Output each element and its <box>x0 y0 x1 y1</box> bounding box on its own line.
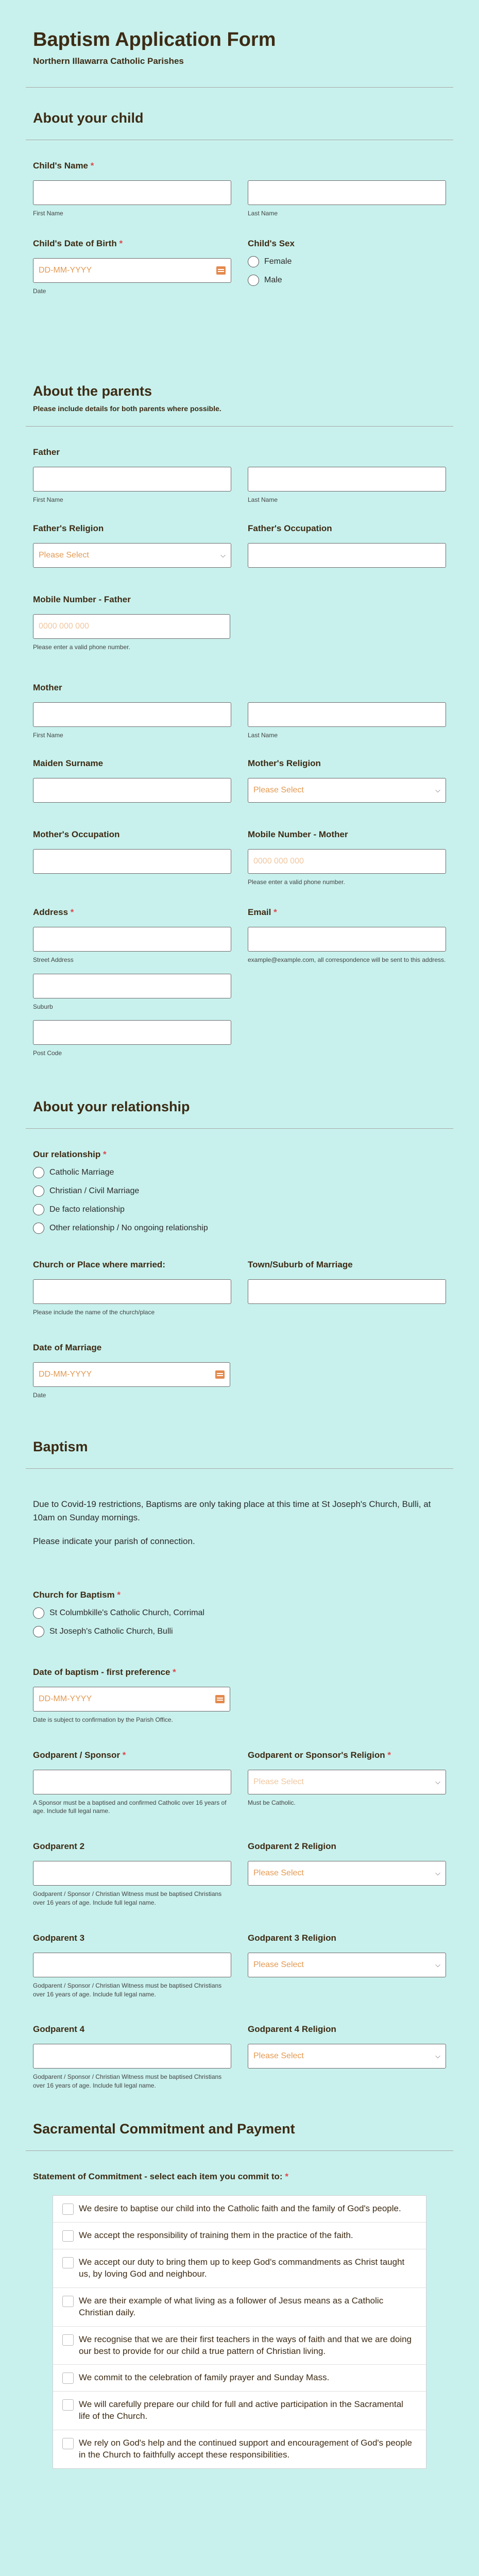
checkbox[interactable] <box>62 2334 74 2346</box>
dob-hint: Date <box>33 287 46 295</box>
suburb-input[interactable] <box>33 974 231 998</box>
sex-option-female[interactable]: Female <box>248 256 446 267</box>
section-title: Sacramental Commitment and Payment <box>33 2121 295 2137</box>
father-religion-select[interactable]: Please Select ⌵ <box>33 543 231 568</box>
relationship-option[interactable]: Catholic Marriage <box>33 1167 446 1178</box>
child-first-name-input[interactable] <box>33 180 231 205</box>
mobile-father-label: Mobile Number - Father <box>33 595 131 605</box>
sacramental-section <box>0 2090 479 2137</box>
checkbox[interactable] <box>62 2372 74 2384</box>
godparent-3-label: Godparent 3 <box>33 1933 85 1943</box>
mobile-mother-label: Mobile Number - Mother <box>248 829 348 839</box>
town-label: Town/Suburb of Marriage <box>248 1260 353 1270</box>
street-hint: Street Address <box>33 956 74 963</box>
father-occupation-label: Father's Occupation <box>248 523 332 534</box>
baptism-date-input[interactable]: DD-MM-YYYY <box>33 1687 230 1711</box>
mother-label: Mother <box>33 683 62 693</box>
father-first-name-input[interactable] <box>33 467 231 492</box>
checkbox[interactable] <box>62 2257 74 2268</box>
dob-label: Child's Date of Birth * <box>33 238 123 248</box>
baptism-church-label: Church for Baptism * <box>33 1589 121 1600</box>
first-name-hint: First Name <box>33 732 63 739</box>
church-married-input[interactable] <box>33 1279 231 1304</box>
father-occupation-input[interactable] <box>248 543 446 568</box>
mother-last-name-input[interactable] <box>248 702 446 727</box>
godparent-4-religion-select[interactable]: Please Select ⌵ <box>248 2044 446 2069</box>
sex-option-male[interactable]: Male <box>248 275 446 286</box>
godparent-3-input[interactable] <box>33 1953 231 1977</box>
last-name-hint: Last Name <box>248 732 278 739</box>
godparent-hint: Godparent / Sponsor / Christian Witness must be baptised Christians over 16 years of age. Include full legal name. <box>33 2073 222 2090</box>
godparent-3-religion-select[interactable]: Please Select ⌵ <box>248 1953 446 1977</box>
parents-section <box>0 296 479 413</box>
godparent-4-input[interactable] <box>33 2044 231 2069</box>
section-title: Baptism <box>33 1438 88 1454</box>
radio-circle[interactable] <box>33 1204 44 1215</box>
town-input[interactable] <box>248 1279 446 1304</box>
father-religion-label: Father's Religion <box>33 523 104 534</box>
commitment-item[interactable]: We recognise that we are their first teachers in the ways of faith and that we are doing our best to provide for our child a true pattern of Christian living. <box>53 2327 426 2365</box>
mother-first-name-input[interactable] <box>33 702 231 727</box>
godparent-hint: Godparent / Sponsor / Christian Witness must be baptised Christians over 16 years of age. Include full legal name. <box>33 1981 222 1998</box>
commitment-item[interactable]: We desire to baptise our child into the Catholic faith and the family of God's people. <box>53 2196 426 2223</box>
mother-religion-label: Mother's Religion <box>248 758 321 768</box>
baptism-date-label: Date of baptism - first preference * <box>33 1667 176 1677</box>
chevron-down-icon: ⌵ <box>435 1869 440 1877</box>
mobile-mother-input[interactable]: 0000 000 000 <box>248 849 446 874</box>
commitment-item[interactable]: We accept our duty to bring them up to keep God's commandments as Christ taught us, by loving God and neighbour. <box>53 2249 426 2288</box>
section-subtitle: Please include details for both parents where possible. <box>33 404 221 413</box>
last-name-hint: Last Name <box>248 210 278 217</box>
checkbox[interactable] <box>62 2399 74 2411</box>
date-hint: Date <box>33 1391 46 1399</box>
form-subtitle: Northern Illawarra Catholic Parishes <box>33 56 184 66</box>
commitment-item[interactable]: We will carefully prepare our child for full and active participation in the Sacramental life of the Church. <box>53 2392 426 2430</box>
church-option[interactable]: St Joseph's Catholic Church, Bulli <box>33 1626 446 1637</box>
godparent-hint: Godparent / Sponsor / Christian Witness must be baptised Christians over 16 years of age. Include full legal name. <box>33 1890 222 1906</box>
relationship-option[interactable]: Other relationship / No ongoing relationship <box>33 1223 446 1234</box>
phone-hint: Please enter a valid phone number. <box>33 643 130 651</box>
godparent-hint: A Sponsor must be a baptised and confirmed Catholic over 16 years of age. Include full legal name. <box>33 1799 227 1815</box>
child-name-label: Child's Name * <box>33 161 94 171</box>
religion-hint: Must be Catholic. <box>248 1799 296 1806</box>
radio-circle[interactable] <box>33 1185 44 1197</box>
godparent-label: Godparent / Sponsor * <box>33 1750 126 1760</box>
suburb-hint: Suburb <box>33 1003 53 1010</box>
godparent-2-religion-label: Godparent 2 Religion <box>248 1841 336 1852</box>
commitment-item[interactable]: We accept the responsibility of training them in the practice of the faith. <box>53 2223 426 2249</box>
chevron-down-icon: ⌵ <box>435 2052 440 2060</box>
date-hint: Date is subject to confirmation by the Parish Office. <box>33 1716 173 1723</box>
baptism-info: Due to Covid-19 restrictions, Baptisms are only taking place at this time at St Joseph's Church, Bulli, at 10am on Sunday mornings. <box>33 1499 431 1523</box>
checkbox[interactable] <box>62 2204 74 2215</box>
chevron-down-icon: ⌵ <box>435 786 440 794</box>
mother-occupation-label: Mother's Occupation <box>33 829 120 839</box>
radio-circle[interactable] <box>248 275 259 286</box>
father-label: Father <box>33 447 60 457</box>
child-last-name-input[interactable] <box>248 180 446 205</box>
checkbox[interactable] <box>62 2438 74 2449</box>
last-name-hint: Last Name <box>248 496 278 503</box>
mobile-father-input[interactable]: 0000 000 000 <box>33 614 230 639</box>
radio-circle[interactable] <box>33 1626 44 1637</box>
form-header <box>0 0 479 87</box>
church-hint: Please include the name of the church/place <box>33 1309 155 1316</box>
calendar-icon[interactable] <box>216 266 226 275</box>
section-title: About your child <box>33 110 144 126</box>
mother-religion-select[interactable]: Please Select ⌵ <box>248 778 446 803</box>
relationship-section <box>0 1058 479 1115</box>
commitment-label: Statement of Commitment - select each item you commit to: * <box>33 2171 288 2181</box>
baptism-parish-note: Please indicate your parish of connection. <box>33 1536 195 1547</box>
form-title: Baptism Application Form <box>33 29 276 50</box>
relationship-option[interactable]: Christian / Civil Marriage <box>33 1185 446 1197</box>
radio-circle[interactable] <box>33 1223 44 1234</box>
dob-placeholder: DD-MM-YYYY <box>39 265 92 275</box>
commitment-item[interactable]: We are their example of what living as a follower of Jesus means as a Catholic Christian daily. <box>53 2288 426 2327</box>
church-married-label: Church or Place where married: <box>33 1260 165 1270</box>
child-section <box>0 88 479 126</box>
sex-label: Child's Sex <box>248 238 295 248</box>
commitment-item[interactable]: We commit to the celebration of family prayer and Sunday Mass. <box>53 2365 426 2392</box>
radio-circle[interactable] <box>33 1167 44 1178</box>
godparent-religion-select[interactable]: Please Select ⌵ <box>248 1770 446 1794</box>
godparent-4-label: Godparent 4 <box>33 2024 85 2035</box>
postcode-input[interactable] <box>33 1020 231 1045</box>
dob-input[interactable] <box>33 258 231 283</box>
chevron-down-icon: ⌵ <box>435 1960 440 1969</box>
commitment-list <box>53 2195 426 2469</box>
radio-circle[interactable] <box>33 1607 44 1619</box>
email-hint: example@example.com, all correspondence will be sent to this address. <box>248 956 446 963</box>
godparent-2-input[interactable] <box>33 1861 231 1886</box>
section-title: About the parents <box>33 383 152 399</box>
email-label: Email * <box>248 907 277 917</box>
first-name-hint: First Name <box>33 210 63 217</box>
postcode-hint: Post Code <box>33 1049 62 1057</box>
street-address-input[interactable] <box>33 927 231 952</box>
maiden-label: Maiden Surname <box>33 758 104 768</box>
email-input[interactable] <box>248 927 446 952</box>
our-relationship-label: Our relationship * <box>33 1149 107 1160</box>
phone-hint: Please enter a valid phone number. <box>248 878 345 886</box>
relationship-option[interactable]: De facto relationship <box>33 1204 446 1215</box>
godparent-input[interactable] <box>33 1770 231 1794</box>
father-last-name-input[interactable] <box>248 467 446 492</box>
godparent-4-religion-label: Godparent 4 Religion <box>248 2024 336 2035</box>
calendar-icon[interactable] <box>215 1370 225 1379</box>
address-label: Address * <box>33 907 74 917</box>
radio-circle[interactable] <box>248 256 259 267</box>
marriage-date-input[interactable]: DD-MM-YYYY <box>33 1362 230 1387</box>
godparent-2-religion-select[interactable]: Please Select ⌵ <box>248 1861 446 1886</box>
maiden-input[interactable] <box>33 778 231 803</box>
marriage-date-label: Date of Marriage <box>33 1342 102 1352</box>
checkbox[interactable] <box>62 2296 74 2307</box>
church-option[interactable]: St Columbkille's Catholic Church, Corrimal <box>33 1607 446 1619</box>
chevron-down-icon: ⌵ <box>220 551 226 560</box>
baptism-section <box>0 1400 479 1455</box>
godparent-2-label: Godparent 2 <box>33 1841 85 1852</box>
calendar-icon[interactable] <box>215 1695 225 1703</box>
mother-occupation-input[interactable] <box>33 849 231 874</box>
checkbox[interactable] <box>62 2230 74 2242</box>
godparent-religion-label: Godparent or Sponsor's Religion * <box>248 1750 391 1760</box>
section-title: About your relationship <box>33 1099 190 1115</box>
godparent-3-religion-label: Godparent 3 Religion <box>248 1933 336 1943</box>
first-name-hint: First Name <box>33 496 63 503</box>
chevron-down-icon: ⌵ <box>435 1777 440 1786</box>
commitment-item[interactable]: We rely on God's help and the continued support and encouragement of God's people in the Church to faithfully accept these responsibilities. <box>53 2430 426 2468</box>
